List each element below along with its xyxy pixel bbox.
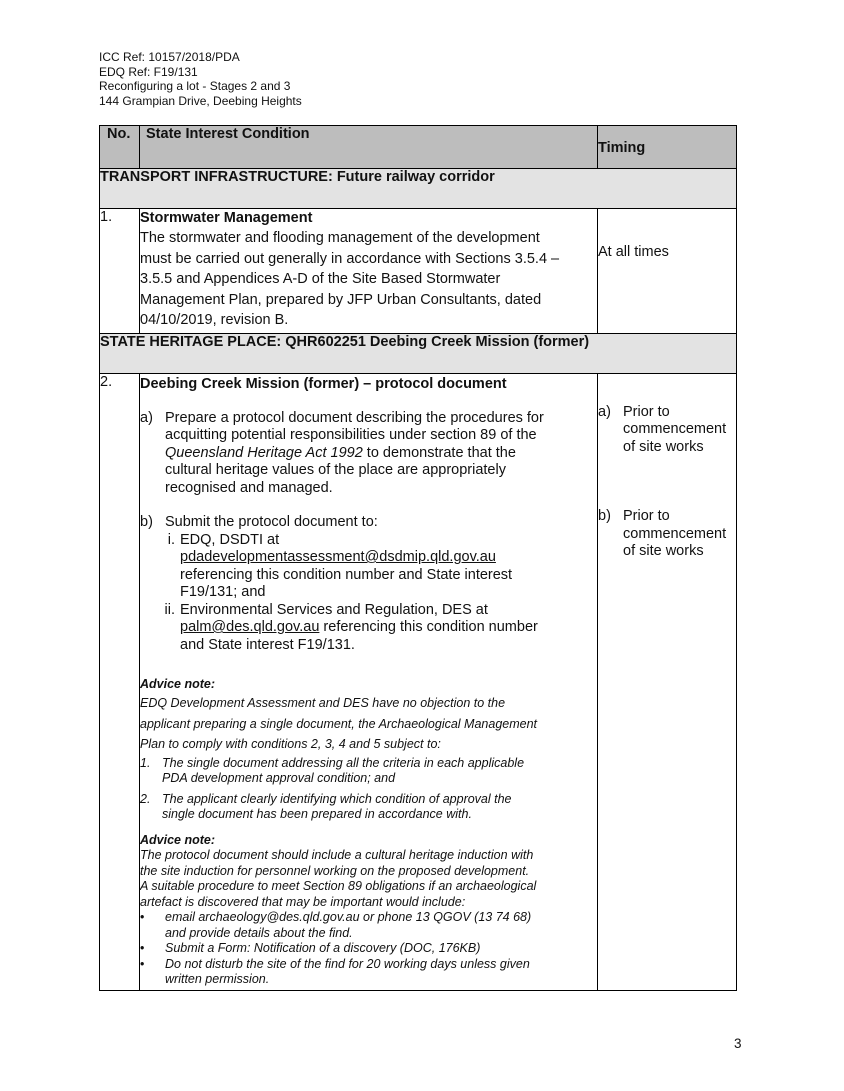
advice-line: Plan to comply with conditions 2, 3, 4 and 5 subject to: xyxy=(140,737,441,751)
advice-line: email archaeology@des.qld.gov.au or phone 13 QGOV (13 74 68) xyxy=(165,910,532,924)
item-line xyxy=(180,619,538,637)
condition-timing: At all times xyxy=(598,209,737,334)
column-header-condition: State Interest Condition xyxy=(140,126,598,169)
item-line-rest: referencing this condition number xyxy=(319,619,538,635)
advice-line: The applicant clearly identifying which condition of approval the xyxy=(162,791,512,806)
item-line: F19/131; and xyxy=(180,584,266,600)
section-row xyxy=(100,169,737,209)
advice-list-item xyxy=(140,756,597,787)
list-label: 2. xyxy=(140,791,151,806)
condition-line: Management Plan, prepared by JFP Urban Consultants, dated xyxy=(140,291,542,308)
advice-line: Do not disturb the site of the find for 20 working days unless given xyxy=(165,956,530,971)
timing-label: a) xyxy=(598,403,611,420)
advice-title: Advice note: xyxy=(140,677,216,691)
advice-line: applicant preparing a single document, the Archaeological Management xyxy=(140,716,538,731)
condition-item-a xyxy=(140,410,597,498)
list-label: 1. xyxy=(140,755,151,770)
bullet-icon: • xyxy=(140,910,145,924)
column-header-no: No. xyxy=(100,126,140,169)
timing-line: of site works xyxy=(623,438,704,455)
email-link[interactable]: palm@des.qld.gov.au xyxy=(180,619,320,635)
advice-line: The protocol document should include a cultural heritage induction with xyxy=(140,848,534,862)
item-label: b) xyxy=(140,514,153,530)
project-title: Reconfiguring a lot - Stages 2 and 3 xyxy=(99,79,291,93)
timing-line: Prior to xyxy=(623,403,670,420)
item-line: Submit the protocol document to: xyxy=(165,514,378,530)
timing-line: of site works xyxy=(623,543,704,559)
advice-line: The single document addressing all the criteria in each applicable xyxy=(162,755,525,770)
advice-line: PDA development approval condition; and xyxy=(162,771,396,785)
project-address: 144 Grampian Drive, Deebing Heights xyxy=(99,93,302,108)
item-line xyxy=(165,445,544,463)
advice-line: the site induction for personnel working on the proposed development. xyxy=(140,863,530,878)
advice-list-item xyxy=(140,792,597,823)
bullet-icon: • xyxy=(140,956,145,971)
item-line: Prepare a protocol document describing the procedures for xyxy=(165,409,544,426)
advice-line: written permission. xyxy=(165,972,270,986)
email-link[interactable]: pdadevelopmentassessment@dsdmip.qld.gov.au xyxy=(180,549,496,565)
sub-item-ii xyxy=(140,602,597,655)
condition-timing xyxy=(598,373,737,990)
item-line: Environmental Services and Regulation, DES at xyxy=(180,601,488,618)
advice-note-1 xyxy=(140,676,597,823)
icc-ref: ICC Ref: 10157/2018/PDA xyxy=(99,50,240,64)
edq-ref: EDQ Ref: F19/131 xyxy=(99,64,198,79)
section-heritage: STATE HERITAGE PLACE: QHR602251 Deebing Creek Mission (former) xyxy=(100,333,737,373)
timing-line: Prior to xyxy=(623,508,670,524)
condition-title: Deebing Creek Mission (former) – protocol document xyxy=(140,375,507,392)
column-header-timing: Timing xyxy=(598,126,737,169)
timing-item-b xyxy=(598,508,736,561)
table-row xyxy=(100,373,737,990)
condition-number: 1. xyxy=(100,209,140,334)
condition-line: must be carried out generally in accordance with Sections 3.5.4 – xyxy=(140,250,560,267)
advice-bullet-item xyxy=(140,941,597,957)
advice-bullet-item xyxy=(140,957,597,988)
sub-item-label: i. xyxy=(167,531,175,548)
sub-item-label: ii. xyxy=(164,601,175,618)
act-name: Queensland Heritage Act 1992 xyxy=(165,444,363,461)
document-header xyxy=(99,50,302,108)
advice-line: artefact is discovered that may be important would include: xyxy=(140,894,466,909)
timing-label: b) xyxy=(598,508,611,524)
condition-title: Stormwater Management xyxy=(140,210,313,226)
condition-item-b xyxy=(140,514,597,532)
bullet-icon: • xyxy=(140,941,145,955)
timing-line: commencement xyxy=(623,421,727,437)
condition-line: The stormwater and flooding management of the development xyxy=(140,230,540,246)
advice-line: and provide details about the find. xyxy=(165,925,353,940)
advice-line: single document has been prepared in accordance with. xyxy=(162,807,472,821)
advice-line: EDQ Development Assessment and DES have no objection to the xyxy=(140,696,506,710)
advice-line: A suitable procedure to meet Section 89 obligations if an archaeological xyxy=(140,879,537,893)
section-transport: TRANSPORT INFRASTRUCTURE: Future railway corridor xyxy=(100,169,737,209)
item-line: cultural heritage values of the place are appropriately xyxy=(165,462,506,478)
advice-bullet-item xyxy=(140,910,597,941)
section-row xyxy=(100,333,737,373)
table-header-row xyxy=(100,126,737,169)
sub-item-i xyxy=(140,532,597,602)
page-number: 3 xyxy=(734,1036,742,1051)
timing-line: commencement xyxy=(623,525,727,542)
condition-text xyxy=(140,373,598,990)
item-line: EDQ, DSDTI at xyxy=(180,531,280,548)
condition-text xyxy=(140,209,598,334)
advice-note-2 xyxy=(140,833,597,988)
condition-line: 3.5.5 and Appendices A-D of the Site Based Stormwater xyxy=(140,271,501,287)
item-line: recognised and managed. xyxy=(165,479,333,496)
condition-number: 2. xyxy=(100,373,140,990)
item-line-rest: to demonstrate that the xyxy=(362,444,516,461)
item-line: and State interest F19/131. xyxy=(180,636,355,653)
table-row xyxy=(100,209,737,334)
timing-item-a xyxy=(598,404,736,457)
state-interest-conditions-table xyxy=(99,125,737,991)
advice-line: Submit a Form: Notification of a discovery (DOC, 176KB) xyxy=(165,941,481,955)
advice-title: Advice note: xyxy=(140,832,216,847)
item-label: a) xyxy=(140,409,153,426)
item-line: referencing this condition number and State interest xyxy=(180,566,513,583)
item-line: acquitting potential responsibilities under section 89 of the xyxy=(165,427,537,443)
condition-line: 04/10/2019, revision B. xyxy=(140,312,289,328)
